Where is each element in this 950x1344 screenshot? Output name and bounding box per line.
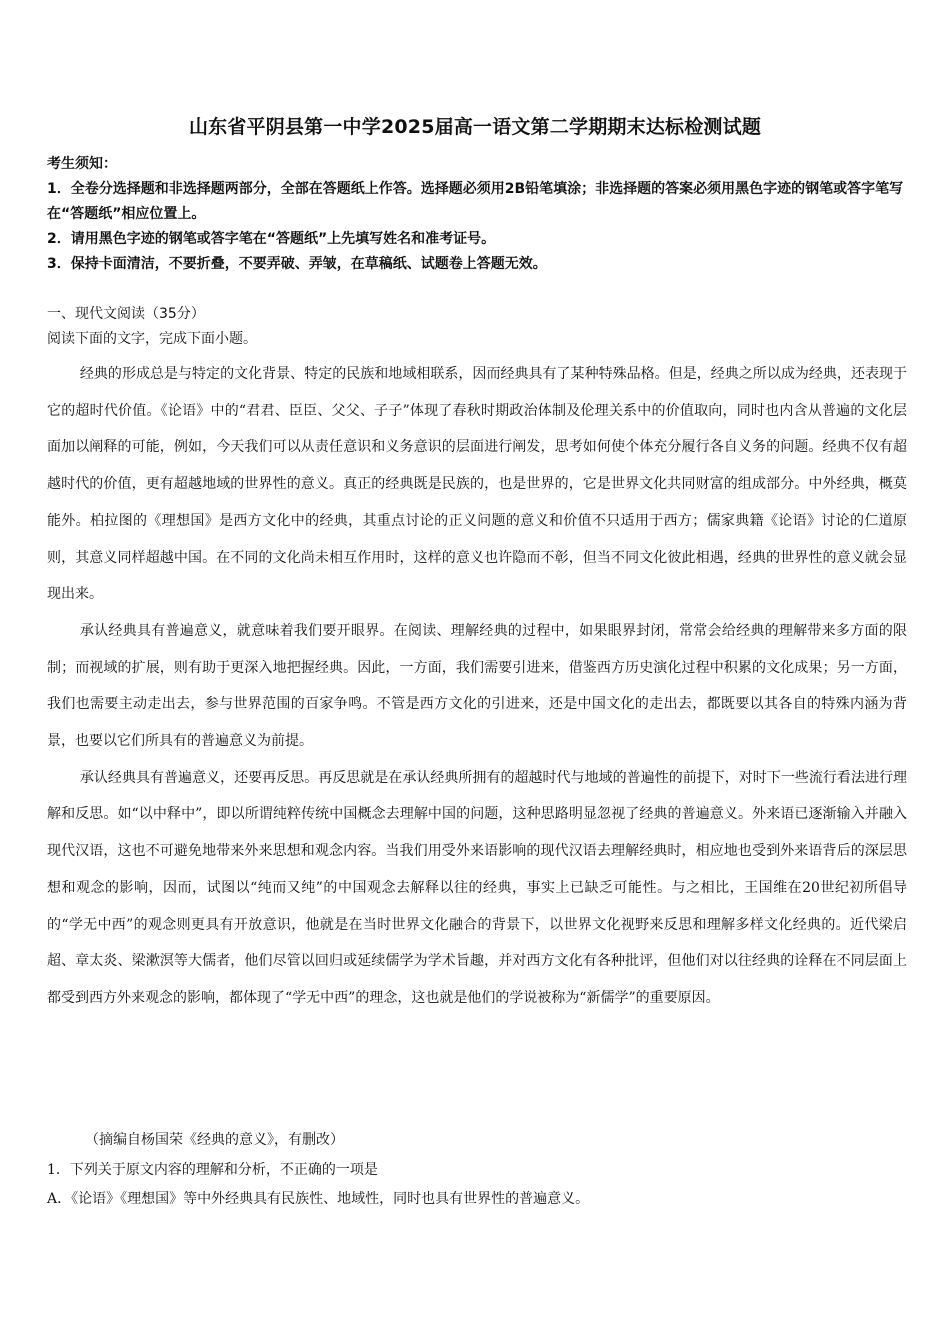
reading-passage	[47, 356, 907, 1017]
question-stem: 1．下列关于原文内容的理解和分析，不正确的一项是	[47, 1161, 378, 1178]
section-header	[47, 302, 907, 352]
notice-item: 2．请用黑色字迹的钢笔或答字笔在“答题纸”上先填写姓名和准考证号。	[47, 231, 496, 247]
question-option: A．《论语》《理想国》等中外经典具有民族性、地域性，同时也具有世界性的普遍意义。	[47, 1191, 590, 1207]
passage-paragraph: 承认经典具有普遍意义，就意味着我们要开眼界。在阅读、理解经典的过程中，如果眼界封闭，常常会给经典的理解带来多方面的限制；而视域的扩展，则有助于更深入地把握经典。因此，一方面，我们需要引进来，借鉴西方历史演化过程中积累的文化成果；另一方面，我们也需要主动走出去，参与世界范围的百家争鸣。不管是西方文化的引进来，还是中国文化的走出去，都既要以其各自的特殊内涵为背景，也要以它们所具有的普遍意义为前提。	[47, 622, 907, 750]
passage-source: （摘编自杨国荣《经典的意义》，有删改）	[85, 1132, 344, 1148]
section-instruction: 阅读下面的文字，完成下面小题。	[47, 331, 257, 347]
page-title: 山东省平阴县第一中学2025届高一语文第二学期期末达标检测试题	[188, 116, 762, 138]
notice-item: 1．全卷分选择题和非选择题两部分，全部在答题纸上作答。选择题必须用2B铅笔填涂；非选择题的答案必须用黑色字迹的钢笔或答字笔写在“答题纸”相应位置上。	[47, 181, 904, 222]
notice-item: 3．保持卡面清洁，不要折叠，不要弄破、弄皱，在草稿纸、试题卷上答题无效。	[47, 256, 547, 272]
passage-paragraph: 经典的形成总是与特定的文化背景、特定的民族和地域相联系，因而经典具有了某种特殊品格。但是，经典之所以成为经典，还表现于它的超时代价值。《论语》中的“君君、臣臣、父父、子子”体现了春秋时期政治体制及伦理关系中的价值取向，同时也内含从普遍的文化层面加以阐释的可能，例如，今天我们可以从责任意识和义务意识的层面进行阐发，思考如何使个体充分履行各自义务的问题。经典不仅有超越时代的价值，更有超越地域的世界性的意义。真正的经典既是民族的，也是世界的，它是世界文化共同财富的组成部分。中外经典，概莫能外。柏拉图的《理想国》是西方文化中的经典，其重点讨论的正义问题的意义和价值不只适用于西方；儒家典籍《论语》讨论的仁道原则，其意义同样超越中国。在不同的文化尚未相互作用时，这样的意义也许隐而不彰，但当不同文化彼此相遇，经典的世界性的意义就会显现出来。	[47, 366, 907, 603]
section-heading: 一、现代文阅读（35分）	[47, 306, 205, 322]
notice-heading: 考生须知：	[47, 156, 117, 172]
exam-notice	[47, 152, 907, 277]
passage-paragraph: 承认经典具有普遍意义，还要再反思。再反思就是在承认经典所拥有的超越时代与地域的普遍性的前提下，对时下一些流行看法进行理解和反思。如“以中释中”，即以所谓纯粹传统中国概念去理解中国的问题，这种思路明显忽视了经典的普遍意义。外来语已逐渐输入并融入现代汉语，这也不可避免地带来外来思想和观念内容。当我们用受外来语影响的现代汉语去理解经典时，相应地也受到外来语背后的深层思想和观念的影响，因而，试图以“纯而又纯”的中国观念去解释以往的经典，事实上已缺乏可能性。与之相比，王国维在20世纪初所倡导的“学无中西”的观念则更具有开放意识，他就是在当时世界文化融合的背景下，以世界文化视野来反思和理解多样文化经典的。近代梁启超、章太炎、梁漱溟等大儒者，他们尽管以回归或延续儒学为学术旨趣，并对西方文化有各种批评，但他们对以往经典的诠释在不同层面上都受到西方外来观念的影响，都体现了“学无中西”的理念，这也就是他们的学说被称为“新儒学”的重要原因。	[47, 769, 907, 1006]
question-block	[47, 1126, 907, 1215]
